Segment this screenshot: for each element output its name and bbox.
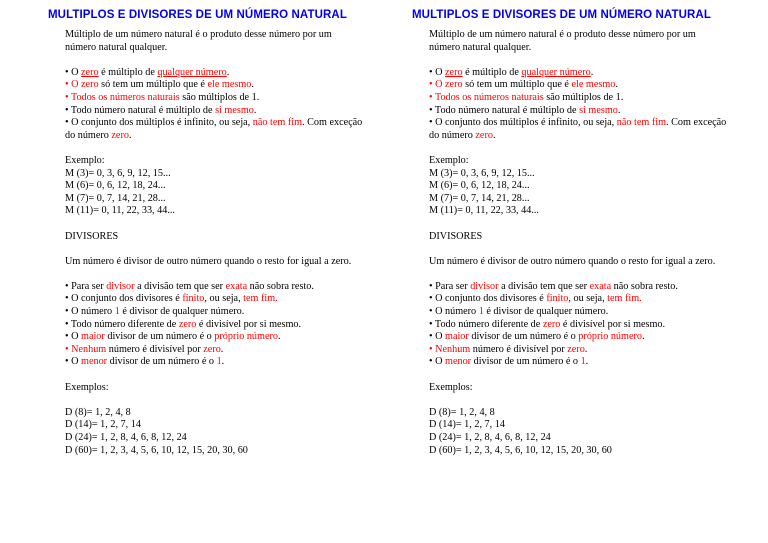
column-body — [48, 29, 365, 457]
text-segment: Todos os números naturais — [434, 91, 544, 103]
text-segment: • — [65, 91, 71, 103]
text-segment: 1 — [216, 356, 222, 368]
text-segment: ele mesmo — [571, 79, 616, 91]
right-column — [412, 9, 742, 457]
text-segment: zero — [178, 318, 197, 330]
text-segment: . — [492, 129, 496, 141]
text-segment: é múltiplo de — [98, 66, 158, 78]
divisors-example-line: D (14)= 1, 2, 7, 14 — [429, 419, 505, 431]
divisors-rule — [429, 331, 729, 344]
text-segment: . — [615, 79, 618, 91]
text-segment: maior — [81, 331, 105, 343]
spacer — [65, 268, 365, 281]
text-segment: . — [641, 331, 645, 343]
spacer — [429, 142, 729, 155]
text-segment: zero — [203, 343, 221, 355]
spacer — [429, 218, 729, 231]
multiples-rule — [65, 79, 365, 92]
multiples-rule — [429, 79, 729, 92]
text-segment: • O — [429, 356, 446, 368]
text-segment: finito — [546, 293, 569, 305]
text-segment: divisor de um número é o — [107, 356, 217, 368]
text-segment: não sobra resto. — [611, 280, 678, 292]
text-segment: Todos os números naturais — [70, 91, 180, 103]
text-segment: é divisor de qualquer número. — [119, 306, 245, 318]
text-segment: • O — [429, 331, 446, 343]
multiples-example-line: M (3)= 0, 3, 6, 9, 12, 15... — [429, 167, 535, 179]
page-title: MULTIPLOS E DIVISORES DE UM NÚMERO NATURAL — [412, 9, 711, 21]
text-segment: maior — [445, 331, 469, 343]
divisors-rule — [429, 293, 729, 306]
divisors-rule — [429, 319, 729, 332]
text-segment: divisor — [470, 280, 499, 292]
text-segment: . Com exceção do número — [429, 117, 727, 141]
multiples-example-line: M (7)= 0, 7, 14, 21, 28... — [429, 192, 530, 204]
text-segment: tem fim. — [607, 293, 642, 305]
divisors-definition: Um número é divisor de outro número quando o resto for igual a zero. — [429, 255, 716, 267]
spacer — [429, 243, 729, 256]
divisors-rule — [65, 344, 365, 357]
text-segment: só tem um múltiplo que é — [98, 79, 208, 91]
text-segment: 1 — [580, 356, 586, 368]
text-segment: zero — [542, 318, 561, 330]
multiples-rule — [429, 105, 729, 118]
text-segment: zero — [111, 129, 129, 141]
text-segment: é divisível por si mesmo. — [560, 318, 666, 330]
text-segment: divisor de um número é o — [471, 356, 581, 368]
spacer — [65, 243, 365, 256]
text-segment: si mesmo — [579, 104, 618, 116]
divisors-example-line: D (60)= 1, 2, 3, 4, 5, 6, 10, 12, 15, 20, 30, 60 — [65, 444, 248, 456]
multiples-example-line: M (3)= 0, 3, 6, 9, 12, 15... — [65, 167, 171, 179]
divisors-heading: DIVISORES — [65, 230, 119, 242]
multiples-example-line: M (11)= 0, 11, 22, 33, 44... — [429, 205, 539, 217]
divisors-rules-list — [65, 281, 365, 369]
text-segment: Nenhum — [71, 343, 107, 355]
multiples-example-line: M (7)= 0, 7, 14, 21, 28... — [65, 192, 166, 204]
text-segment: 1 — [478, 306, 484, 318]
text-segment: O zero — [435, 79, 463, 91]
text-segment: , ou seja, — [568, 293, 608, 305]
example-heading: Exemplo: — [429, 154, 469, 166]
divisors-rule — [429, 306, 729, 319]
divisors-example-line: D (60)= 1, 2, 3, 4, 5, 6, 10, 12, 15, 20, 30, 60 — [429, 444, 612, 456]
divisors-example-line: D (8)= 1, 2, 4, 8 — [429, 406, 495, 418]
text-segment: • O — [65, 66, 82, 78]
multiples-definition: Múltiplo de um número natural é o produto desse número por um número natural qualquer. — [65, 29, 332, 53]
text-segment: é múltiplo de — [462, 66, 522, 78]
text-segment: • Todo número diferente de — [429, 318, 543, 330]
text-segment: . — [617, 104, 621, 116]
text-segment: próprio número — [214, 331, 278, 343]
divisors-rules-list — [429, 281, 729, 369]
example-heading: Exemplo: — [65, 154, 105, 166]
text-segment: não sobra resto. — [247, 280, 314, 292]
text-segment: • Para ser — [65, 280, 107, 292]
spacer — [65, 218, 365, 231]
text-segment: • — [429, 343, 436, 355]
text-segment: finito — [182, 293, 205, 305]
divisors-rule — [429, 281, 729, 294]
text-segment: • O conjunto dos divisores é — [65, 293, 183, 305]
multiples-definition: Múltiplo de um número natural é o produto desse número por um número natural qualquer. — [429, 29, 696, 53]
text-segment: zero — [567, 343, 585, 355]
text-segment: O zero — [71, 79, 99, 91]
text-segment: exata — [225, 280, 248, 292]
divisors-example-line: D (24)= 1, 2, 8, 4, 6, 8, 12, 24 — [429, 432, 551, 443]
text-segment: próprio número — [578, 331, 642, 343]
text-segment: . — [220, 343, 224, 355]
divisors-heading: DIVISORES — [429, 230, 483, 242]
text-segment: só tem um múltiplo que é — [462, 79, 572, 91]
text-segment: zero — [475, 129, 493, 141]
text-segment: • Todo número diferente de — [65, 318, 179, 330]
text-segment: número é divisível por — [106, 343, 204, 355]
divisors-rule — [65, 331, 365, 344]
text-segment: são múltiplos de 1. — [543, 91, 624, 103]
spacer — [429, 268, 729, 281]
multiples-rule — [65, 92, 365, 105]
text-segment: é divisor de qualquer número. — [483, 306, 609, 318]
text-segment: qualquer número — [157, 66, 227, 78]
text-segment: a divisão tem que ser — [134, 280, 226, 292]
text-segment: • O — [65, 356, 82, 368]
spacer — [65, 142, 365, 155]
examples-heading: Exemplos: — [65, 381, 109, 393]
multiples-rule — [429, 67, 729, 80]
text-segment: Nenhum — [435, 343, 471, 355]
divisors-rule — [429, 356, 729, 369]
text-segment: divisor de um número é o — [104, 331, 215, 343]
text-segment: divisor — [106, 280, 135, 292]
multiples-rule — [65, 67, 365, 80]
multiples-example-line: M (11)= 0, 11, 22, 33, 44... — [65, 205, 175, 217]
text-segment: são múltiplos de 1. — [179, 91, 260, 103]
text-segment: menor — [445, 356, 472, 368]
text-segment: • O — [65, 331, 82, 343]
spacer — [429, 369, 729, 382]
text-segment: . — [128, 129, 132, 141]
text-segment: . — [590, 66, 594, 78]
divisors-rule — [65, 293, 365, 306]
text-segment: é divisível por si mesmo. — [196, 318, 302, 330]
text-segment: . — [277, 331, 281, 343]
divisors-rule — [429, 344, 729, 357]
text-segment: • O conjunto dos múltiplos é infinito, ou seja, — [65, 117, 253, 129]
text-segment: não tem fim — [252, 117, 303, 129]
text-segment: • O número — [65, 306, 115, 318]
text-segment: • — [65, 343, 72, 355]
multiples-rule — [65, 117, 365, 142]
text-segment: ele mesmo — [207, 79, 252, 91]
divisors-example-line: D (24)= 1, 2, 8, 4, 6, 8, 12, 24 — [65, 432, 187, 443]
text-segment: • O — [429, 66, 446, 78]
text-segment: zero — [445, 66, 463, 78]
multiples-example-line: M (6)= 0, 6, 12, 18, 24... — [65, 180, 166, 192]
text-segment: • Todo número natural é múltiplo de — [429, 104, 580, 116]
text-segment: zero — [81, 66, 99, 78]
text-segment: não tem fim — [616, 117, 667, 129]
examples-heading: Exemplos: — [429, 381, 473, 393]
text-segment: divisor de um número é o — [468, 331, 579, 343]
text-segment: • O conjunto dos divisores é — [429, 293, 547, 305]
text-segment: • — [65, 79, 72, 91]
spacer — [429, 54, 729, 67]
text-segment: menor — [81, 356, 108, 368]
text-segment: . — [221, 356, 225, 368]
left-column — [48, 9, 378, 457]
multiples-rule — [65, 105, 365, 118]
divisors-example-line: D (14)= 1, 2, 7, 14 — [65, 419, 141, 431]
text-segment: qualquer número — [521, 66, 591, 78]
text-segment: tem fim. — [243, 293, 278, 305]
text-segment: • Para ser — [429, 280, 471, 292]
multiples-rule — [429, 92, 729, 105]
text-segment: • O conjunto dos múltiplos é infinito, ou seja, — [429, 117, 617, 129]
divisors-rule — [65, 306, 365, 319]
divisors-definition: Um número é divisor de outro número quando o resto for igual a zero. — [65, 255, 352, 267]
text-segment: . — [585, 356, 589, 368]
text-segment: si mesmo — [215, 104, 254, 116]
text-segment: . Com exceção do número — [65, 117, 363, 141]
text-segment: número é divisível por — [470, 343, 568, 355]
page-title: MULTIPLOS E DIVISORES DE UM NÚMERO NATURAL — [48, 9, 347, 21]
spacer — [65, 394, 365, 407]
text-segment: . — [251, 79, 254, 91]
divisors-rule — [65, 319, 365, 332]
divisors-rule — [65, 281, 365, 294]
divisors-rule — [65, 356, 365, 369]
text-segment: • O número — [429, 306, 479, 318]
multiples-rule — [429, 117, 729, 142]
text-segment: , ou seja, — [204, 293, 244, 305]
multiples-rules-list — [65, 67, 365, 143]
divisors-example-line: D (8)= 1, 2, 4, 8 — [65, 406, 131, 418]
text-segment: • Todo número natural é múltiplo de — [65, 104, 216, 116]
text-segment: . — [584, 343, 588, 355]
text-segment: exata — [589, 280, 612, 292]
text-segment: a divisão tem que ser — [498, 280, 590, 292]
spacer — [65, 369, 365, 382]
column-body — [412, 29, 729, 457]
spacer — [429, 394, 729, 407]
multiples-rules-list — [429, 67, 729, 143]
text-segment: . — [253, 104, 257, 116]
text-segment: • — [429, 79, 436, 91]
text-segment: 1 — [114, 306, 120, 318]
multiples-example-line: M (6)= 0, 6, 12, 18, 24... — [429, 180, 530, 192]
text-segment: . — [226, 66, 230, 78]
spacer — [65, 54, 365, 67]
text-segment: • — [429, 91, 435, 103]
